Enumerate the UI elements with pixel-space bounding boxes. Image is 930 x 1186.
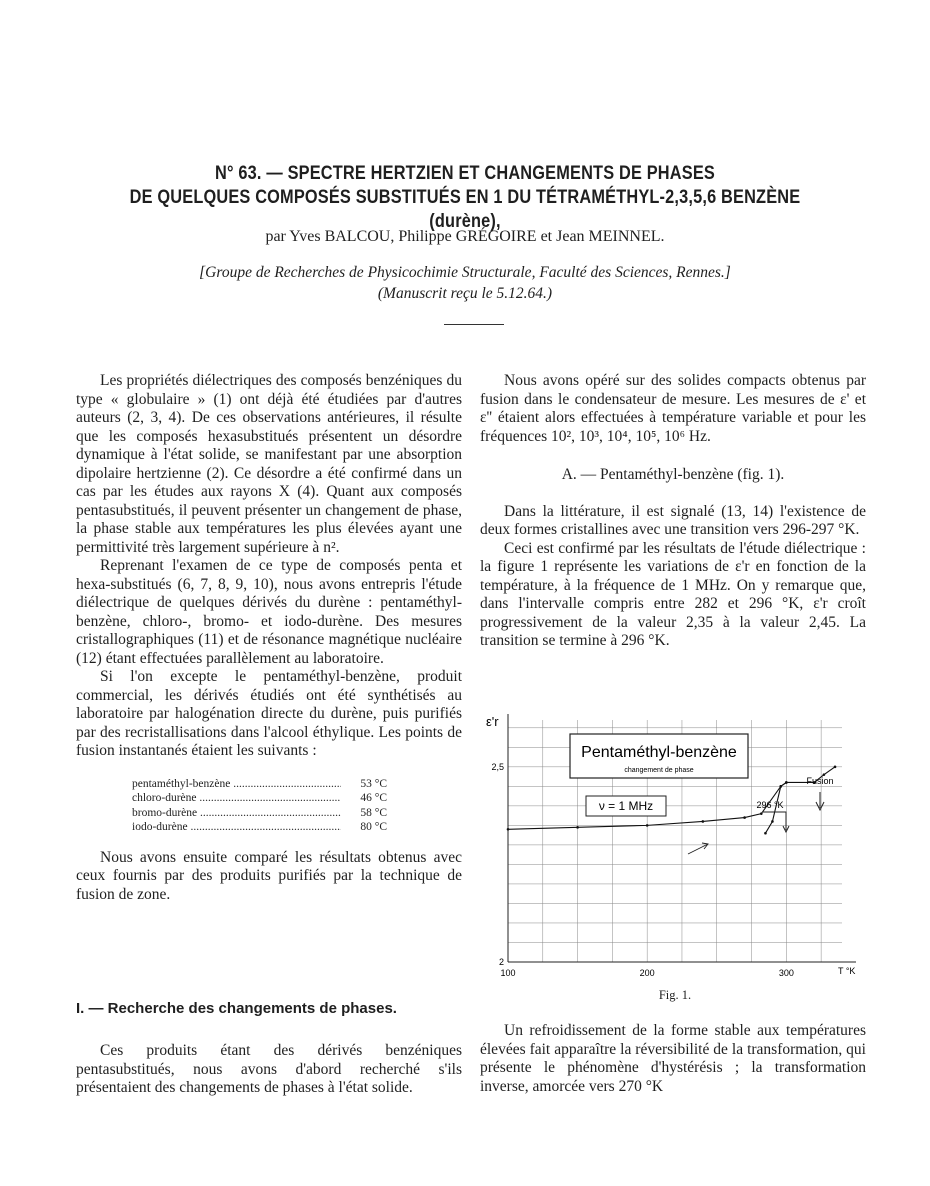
y-tick-label: 2 (498, 957, 504, 967)
subsection-heading: A. — Pentaméthyl-benzène (fig. 1). (561, 466, 785, 483)
x-axis-label: T °K (838, 966, 856, 976)
x-tick-label: 100 (500, 968, 516, 978)
title-divider (444, 324, 504, 325)
x-tick-label: 200 (639, 968, 655, 978)
section-heading: I. — Recherche des changements de phases. (76, 1000, 397, 1017)
data-point (779, 785, 782, 788)
fusion-arrow (816, 792, 824, 810)
left-column-bottom (76, 1042, 462, 1098)
data-point (764, 832, 767, 835)
figure-1-chart (482, 712, 874, 984)
data-point (771, 820, 774, 823)
fusion-label: Fusion (806, 776, 834, 786)
figure-caption: Fig. 1. (658, 988, 692, 1002)
authors: par Yves BALCOU, Philippe GRÉGOIRE et Jean MEINNEL. (265, 228, 665, 245)
title-line-2: DE QUELQUES COMPOSÉS SUBSTITUÉS EN 1 DU TÉTRAMÉTHYL-2,3,5,6 BENZÈNE (durène), (129, 187, 801, 232)
paragraph: Un refroidissement de la forme stable aux températures élevées fait apparaître la réversibilité de la transformation, qui présente le phénomène d'hystérésis ; la transformation inverse, amorcée vers 270 °K (480, 1022, 866, 1095)
data-point (785, 781, 788, 784)
paragraph: Reprenant l'examen de ce type de composés penta et hexa-substitués (6, 7, 8, 9, 10), nous avons entrepris l'étude diélectrique de quelques dérivés du durène : pentaméthyl-benzène, chloro-, bromo- et iodo-durène. Des mesures cristallographiques (11) et de résonance magnétique nucléaire (12) étant effectuées parallèlement au laboratoire. (76, 557, 462, 667)
data-point (760, 812, 763, 815)
data-point (743, 816, 746, 819)
paragraph: Ces produits étant des dérivés benzéniques pentasubstitués, nous avons d'abord recherché s'ils présentaient des changements de phases à l'état solide. (76, 1042, 462, 1096)
melting-points-list (132, 777, 462, 835)
article-title (100, 162, 831, 234)
frequency-label: ν = 1 MHz (598, 799, 654, 813)
heating-direction-arrow (688, 843, 708, 854)
paragraph: Nous avons opéré sur des solides compacts obtenus par fusion dans le condensateur de mesure. Les mesures de ε' et ε'' étaient alors effectuées à température variable et pour les fréquences 10², 10³, 10⁴, 10⁵, 10⁶ Hz. (480, 372, 866, 445)
y-tick-label: 2,5 (491, 761, 504, 772)
title-line-1: N° 63. — SPECTRE HERTZIEN ET CHANGEMENTS DE PHASES (215, 163, 715, 184)
data-point (576, 826, 579, 829)
melting-point-row: bromo-durène ..... 58 °C (132, 806, 387, 821)
transition-label: 296 °K (756, 800, 784, 810)
melting-point-row: pentaméthyl-benzène ..... 53 °C (132, 777, 387, 792)
paragraph: Ceci est confirmé par les résultats de l'étude diélectrique : la figure 1 représente les variations de ε'r en fonction de la température, à la fréquence de 1 MHz. On y remarque que, dans l'intervalle compris entre 282 et 296 °K, ε'r croît progressivement de la valeur 2,35 à la valeur 2,45. La transition se termine à 296 °K. (480, 539, 866, 649)
chart-ticks (491, 762, 793, 978)
data-point (702, 820, 705, 823)
melting-point-row: chloro-durène ..... 46 °C (132, 791, 387, 806)
data-point (507, 828, 510, 831)
right-column (480, 372, 866, 651)
melting-point-row: iodo-durène ..... 80 °C (132, 820, 387, 835)
paragraph: Nous avons ensuite comparé les résultats obtenus avec ceux fournis par des produits purifiés par la technique de fusion de zone. (76, 848, 462, 903)
figure-subtitle: changement de phase (624, 767, 694, 774)
y-axis-label: ε'r (486, 714, 499, 729)
affiliation-block (0, 262, 930, 304)
data-point (646, 824, 649, 827)
paragraph: Les propriétés diélectriques des composés benzéniques du type « globulaire » (1) ont déjà été étudiées par d'autres auteurs (2, 3, 4). De ces observations antérieures, il résulte que les composés hexasubstitués présentent un désordre dynamique à l'état solide, se manifestant par une absorption dipolaire hertzienne (2). Ce désordre a été confirmé dans un cas par les études aux rayons X (4). Quant aux composés pentasubstitués, il peuvent présenter un changement de phase, la phase stable aux températures les plus élevées ayant une permittivité très largement supérieure à n². (76, 372, 462, 556)
x-tick-label: 300 (778, 968, 794, 978)
paragraph: Dans la littérature, il est signalé (13, 14) l'existence de deux formes cristallines avec une transition vers 296-297 °K. (480, 502, 866, 538)
affiliation: [Groupe de Recherches de Physicochimie Structurale, Faculté des Sciences, Rennes.] (199, 264, 731, 281)
data-point (834, 766, 837, 769)
left-column (76, 372, 462, 904)
paragraph: Si l'on excepte le pentaméthyl-benzène, produit commercial, les dérivés étudiés ont été synthétisés au laboratoire par halogénation directe du durène, puis purifiés par des recristallisations dans l'alcool éthylique. Les points de fusion instantanés étaient les suivants : (76, 668, 462, 759)
figure-title: Pentaméthyl-benzène (581, 744, 737, 761)
right-column-bottom (480, 1022, 866, 1096)
received-date: (Manuscrit reçu le 5.12.64.) (377, 285, 553, 302)
